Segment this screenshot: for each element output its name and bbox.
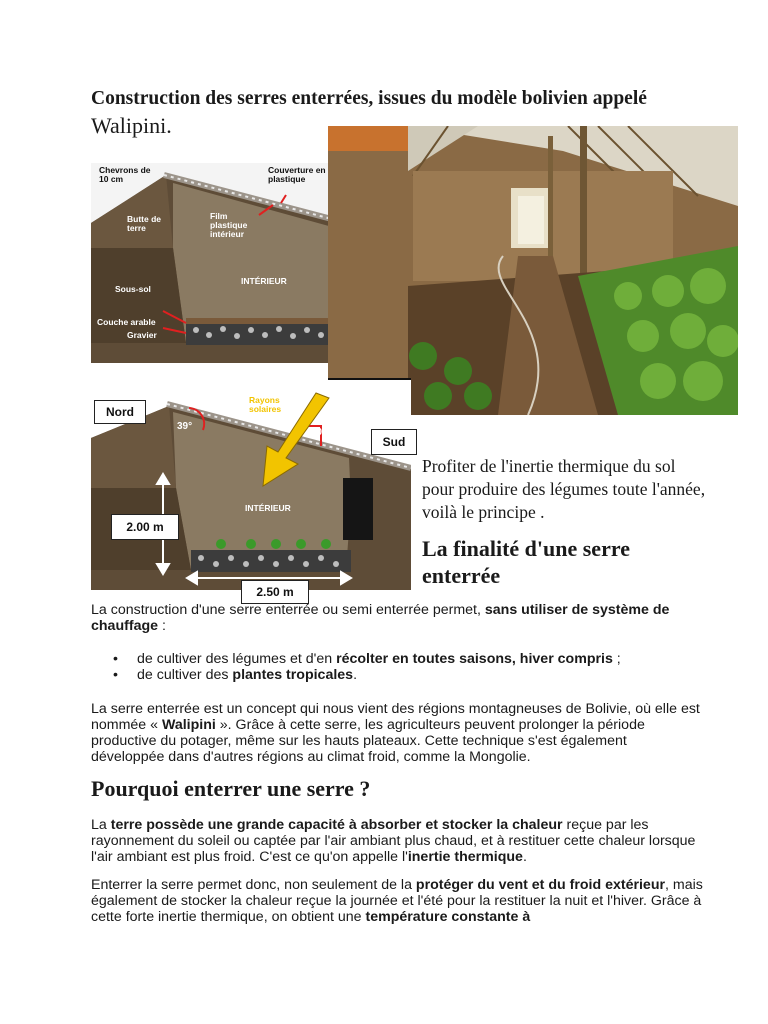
page-title-continuation: Walipini. (91, 113, 172, 138)
label-angle-39: 39° (177, 421, 193, 432)
paragraph-enterrer: Enterrer la serre permet donc, non seulement de la protéger du vent et du froid extérieur, mais également de stocker la chaleur reçue la journée et l'été pour la restituer la nuit et l'hiver. Grâce à cette forte inertie thermique, on obtient une température constante à (91, 877, 703, 925)
label-sud: Sud (371, 429, 417, 455)
bullet-list (91, 651, 703, 683)
label-angle-90: 90° (311, 427, 327, 438)
label-width: 2.50 m (241, 580, 309, 604)
label-film: Film plastique intérieur (210, 211, 248, 239)
heading-finalite: La finalité d'une serre enterrée (422, 536, 630, 588)
label-gravier: Gravier (127, 330, 157, 340)
greenhouse-interior-photo (328, 126, 738, 415)
label-rayons: Rayons solaires (249, 395, 282, 414)
intro-text: Profiter de l'inertie thermique du sol pour produire des légumes toute l'année, voilà le principe . (422, 456, 706, 522)
page-title: Construction des serres enterrées, issues du modèle bolivien appelé (91, 88, 647, 109)
paragraph-permet: La construction d'une serre enterrée ou semi enterrée permet, sans utiliser de système de chauffage : (91, 602, 670, 634)
label-chevrons: Chevrons de 10 cm (99, 165, 151, 184)
label-couverture: Couverture en plastique (268, 165, 326, 184)
label-nord: Nord (94, 400, 146, 424)
list-item: • de cultiver des plantes tropicales. (91, 667, 703, 683)
list-item: • de cultiver des légumes et d'en récolter en toutes saisons, hiver compris ; (91, 651, 703, 667)
label-interieur-bottom: INTÉRIEUR (245, 503, 291, 513)
label-interieur-top: INTÉRIEUR (241, 276, 287, 286)
label-couche: Couche arable (97, 317, 156, 327)
label-butte: Butte de terre (127, 214, 161, 233)
paragraph-bolivie: La serre enterrée est un concept qui nous vient des régions montagneuses de Bolivie, où elle est nommée « Walipini ». Grâce à cette serre, les agriculteurs peuvent prolonger la période productive du potager, même sur les hauts plateaux. Cette technique s'est également développée dans d'autres régions au climat froid, comme la Mongolie. (91, 701, 700, 765)
heading-pourquoi: Pourquoi enterrer une serre ? (91, 776, 371, 801)
label-sous-sol: Sous-sol (115, 284, 151, 294)
label-height: 2.00 m (111, 514, 179, 540)
paragraph-terre: La terre possède une grande capacité à absorber et stocker la chaleur reçue par les rayonnement du soleil ou captée par l'air ambiant plus chaud, et à restituer cette chaleur lorsque l'air ambiant est plus froid. C'est ce qu'on appelle l'inertie thermique. (91, 817, 696, 865)
